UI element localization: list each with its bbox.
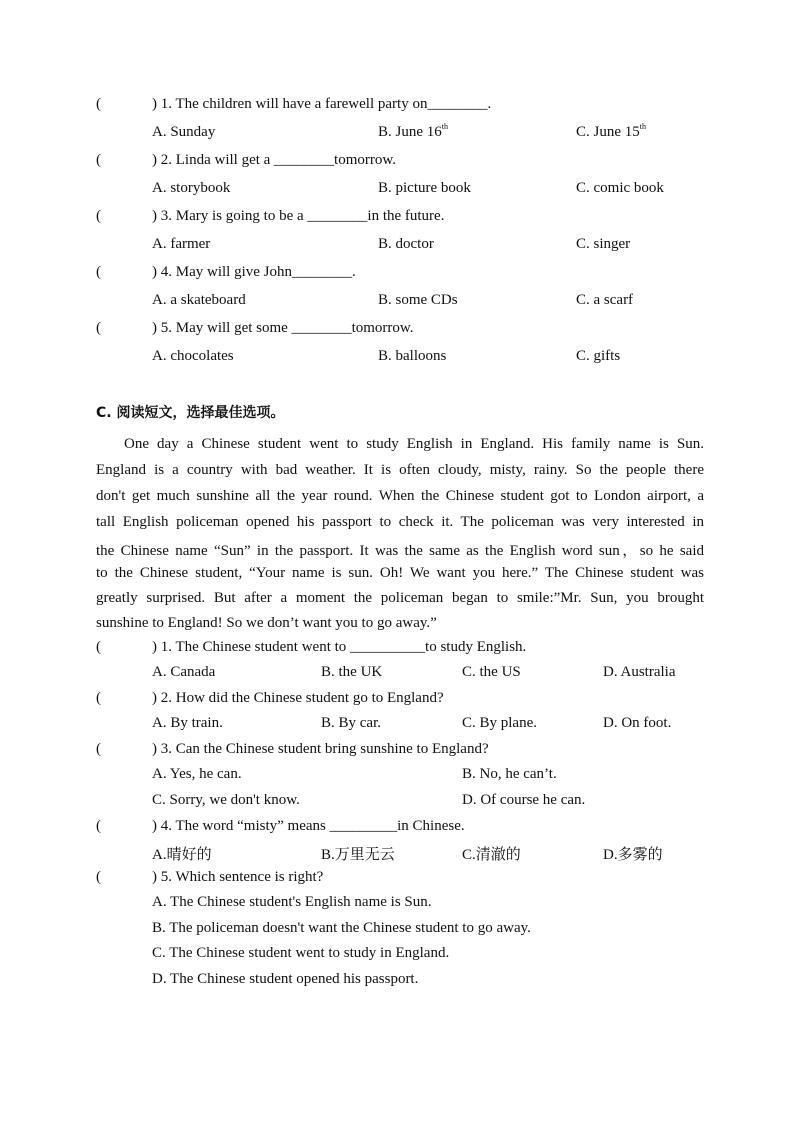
option-c5-c: C. The Chinese student went to study in England. xyxy=(152,945,450,961)
option-c2-a: A. By train. xyxy=(152,715,223,731)
option-c2-b: B. By car. xyxy=(321,715,381,731)
passage-line-8: sunshine to England! So we don’t want you to go away.” xyxy=(96,615,437,631)
option-c3-c: C. Sorry, we don't know. xyxy=(152,792,300,808)
option-c3-d: D. Of course he can. xyxy=(462,792,586,808)
option-c1-a: A. Canada xyxy=(152,664,216,680)
option-c1-b: B. the UK xyxy=(321,664,383,680)
passage-line-5: the Chinese name “Sun” in the passport. It was the same as the English word sun，so he said xyxy=(96,543,704,559)
option-c2-d: D. On foot. xyxy=(603,715,672,731)
question-b2: ( ) 2. Linda will get a ________tomorrow. xyxy=(96,152,396,168)
passage-line-6: to the Chinese student, “Your name is sun. Oh! We want you here.” The Chinese student was xyxy=(96,565,704,581)
option-c4-a: A.晴好的 xyxy=(152,847,212,863)
question-c5: ( ) 5. Which sentence is right? xyxy=(96,869,324,885)
option-c5-b: B. The policeman doesn't want the Chinese student to go away. xyxy=(152,920,531,936)
option-b4-c: C. a scarf xyxy=(576,292,634,308)
question-c4: ( ) 4. The word “misty” means _________in Chinese. xyxy=(96,818,465,834)
passage-line-3: don't get much sunshine all the year round. When the Chinese student got to London airport, a xyxy=(96,488,704,504)
question-c2: ( ) 2. How did the Chinese student go to England? xyxy=(96,690,444,706)
option-b5-a: A. chocolates xyxy=(152,348,234,364)
option-b2-c: C. comic book xyxy=(576,180,664,196)
passage-line-1: One day a Chinese student went to study English in England. His family name is Sun. xyxy=(124,436,704,452)
option-b3-a: A. farmer xyxy=(152,236,211,252)
option-b3-c: C. singer xyxy=(576,236,631,252)
option-c2-c: C. By plane. xyxy=(462,715,537,731)
option-c4-b: B.万里无云 xyxy=(321,847,395,863)
option-c1-c: C. the US xyxy=(462,664,521,680)
option-c3-b: B. No, he can’t. xyxy=(462,766,557,782)
option-c5-d: D. The Chinese student opened his passport. xyxy=(152,971,419,987)
question-b3: ( ) 3. Mary is going to be a ________in the future. xyxy=(96,208,445,224)
question-b1: ( ) 1. The children will have a farewell party on________. xyxy=(96,96,492,112)
option-b5-b: B. balloons xyxy=(378,348,447,364)
passage-line-4: tall English policeman opened his passport to check it. The policeman was very interested in xyxy=(96,514,704,530)
question-b5: ( ) 5. May will get some ________tomorrow. xyxy=(96,320,414,336)
question-c3: ( ) 3. Can the Chinese student bring sunshine to England? xyxy=(96,741,489,757)
option-c4-c: C.清澈的 xyxy=(462,847,521,863)
question-b4: ( ) 4. May will give John________. xyxy=(96,264,356,280)
option-c1-d: D. Australia xyxy=(603,664,676,680)
question-c1: ( ) 1. The Chinese student went to __________to study English. xyxy=(96,639,527,655)
section-c-heading: C. 阅读短文，选择最佳选项。 xyxy=(96,405,285,421)
option-b3-b: B. doctor xyxy=(378,236,434,252)
option-b2-b: B. picture book xyxy=(378,180,471,196)
option-b4-b: B. some CDs xyxy=(378,292,458,308)
passage-line-7: greatly surprised. But after a moment the policeman began to smile:”Mr. Sun, you brought xyxy=(96,590,704,606)
passage-line-2: England is a country with bad weather. It is often cloudy, misty, rainy. So the people there xyxy=(96,462,704,478)
option-b5-c: C. gifts xyxy=(576,348,621,364)
option-c4-d: D.多雾的 xyxy=(603,847,663,863)
option-b2-a: A. storybook xyxy=(152,180,231,196)
option-c5-a: A. The Chinese student's English name is Sun. xyxy=(152,894,432,910)
option-b1-a: A. Sunday xyxy=(152,124,216,140)
option-b1-b: B. June 16th xyxy=(378,122,448,140)
option-c3-a: A. Yes, he can. xyxy=(152,766,242,782)
option-b1-c: C. June 15th xyxy=(576,122,646,140)
option-b4-a: A. a skateboard xyxy=(152,292,246,308)
